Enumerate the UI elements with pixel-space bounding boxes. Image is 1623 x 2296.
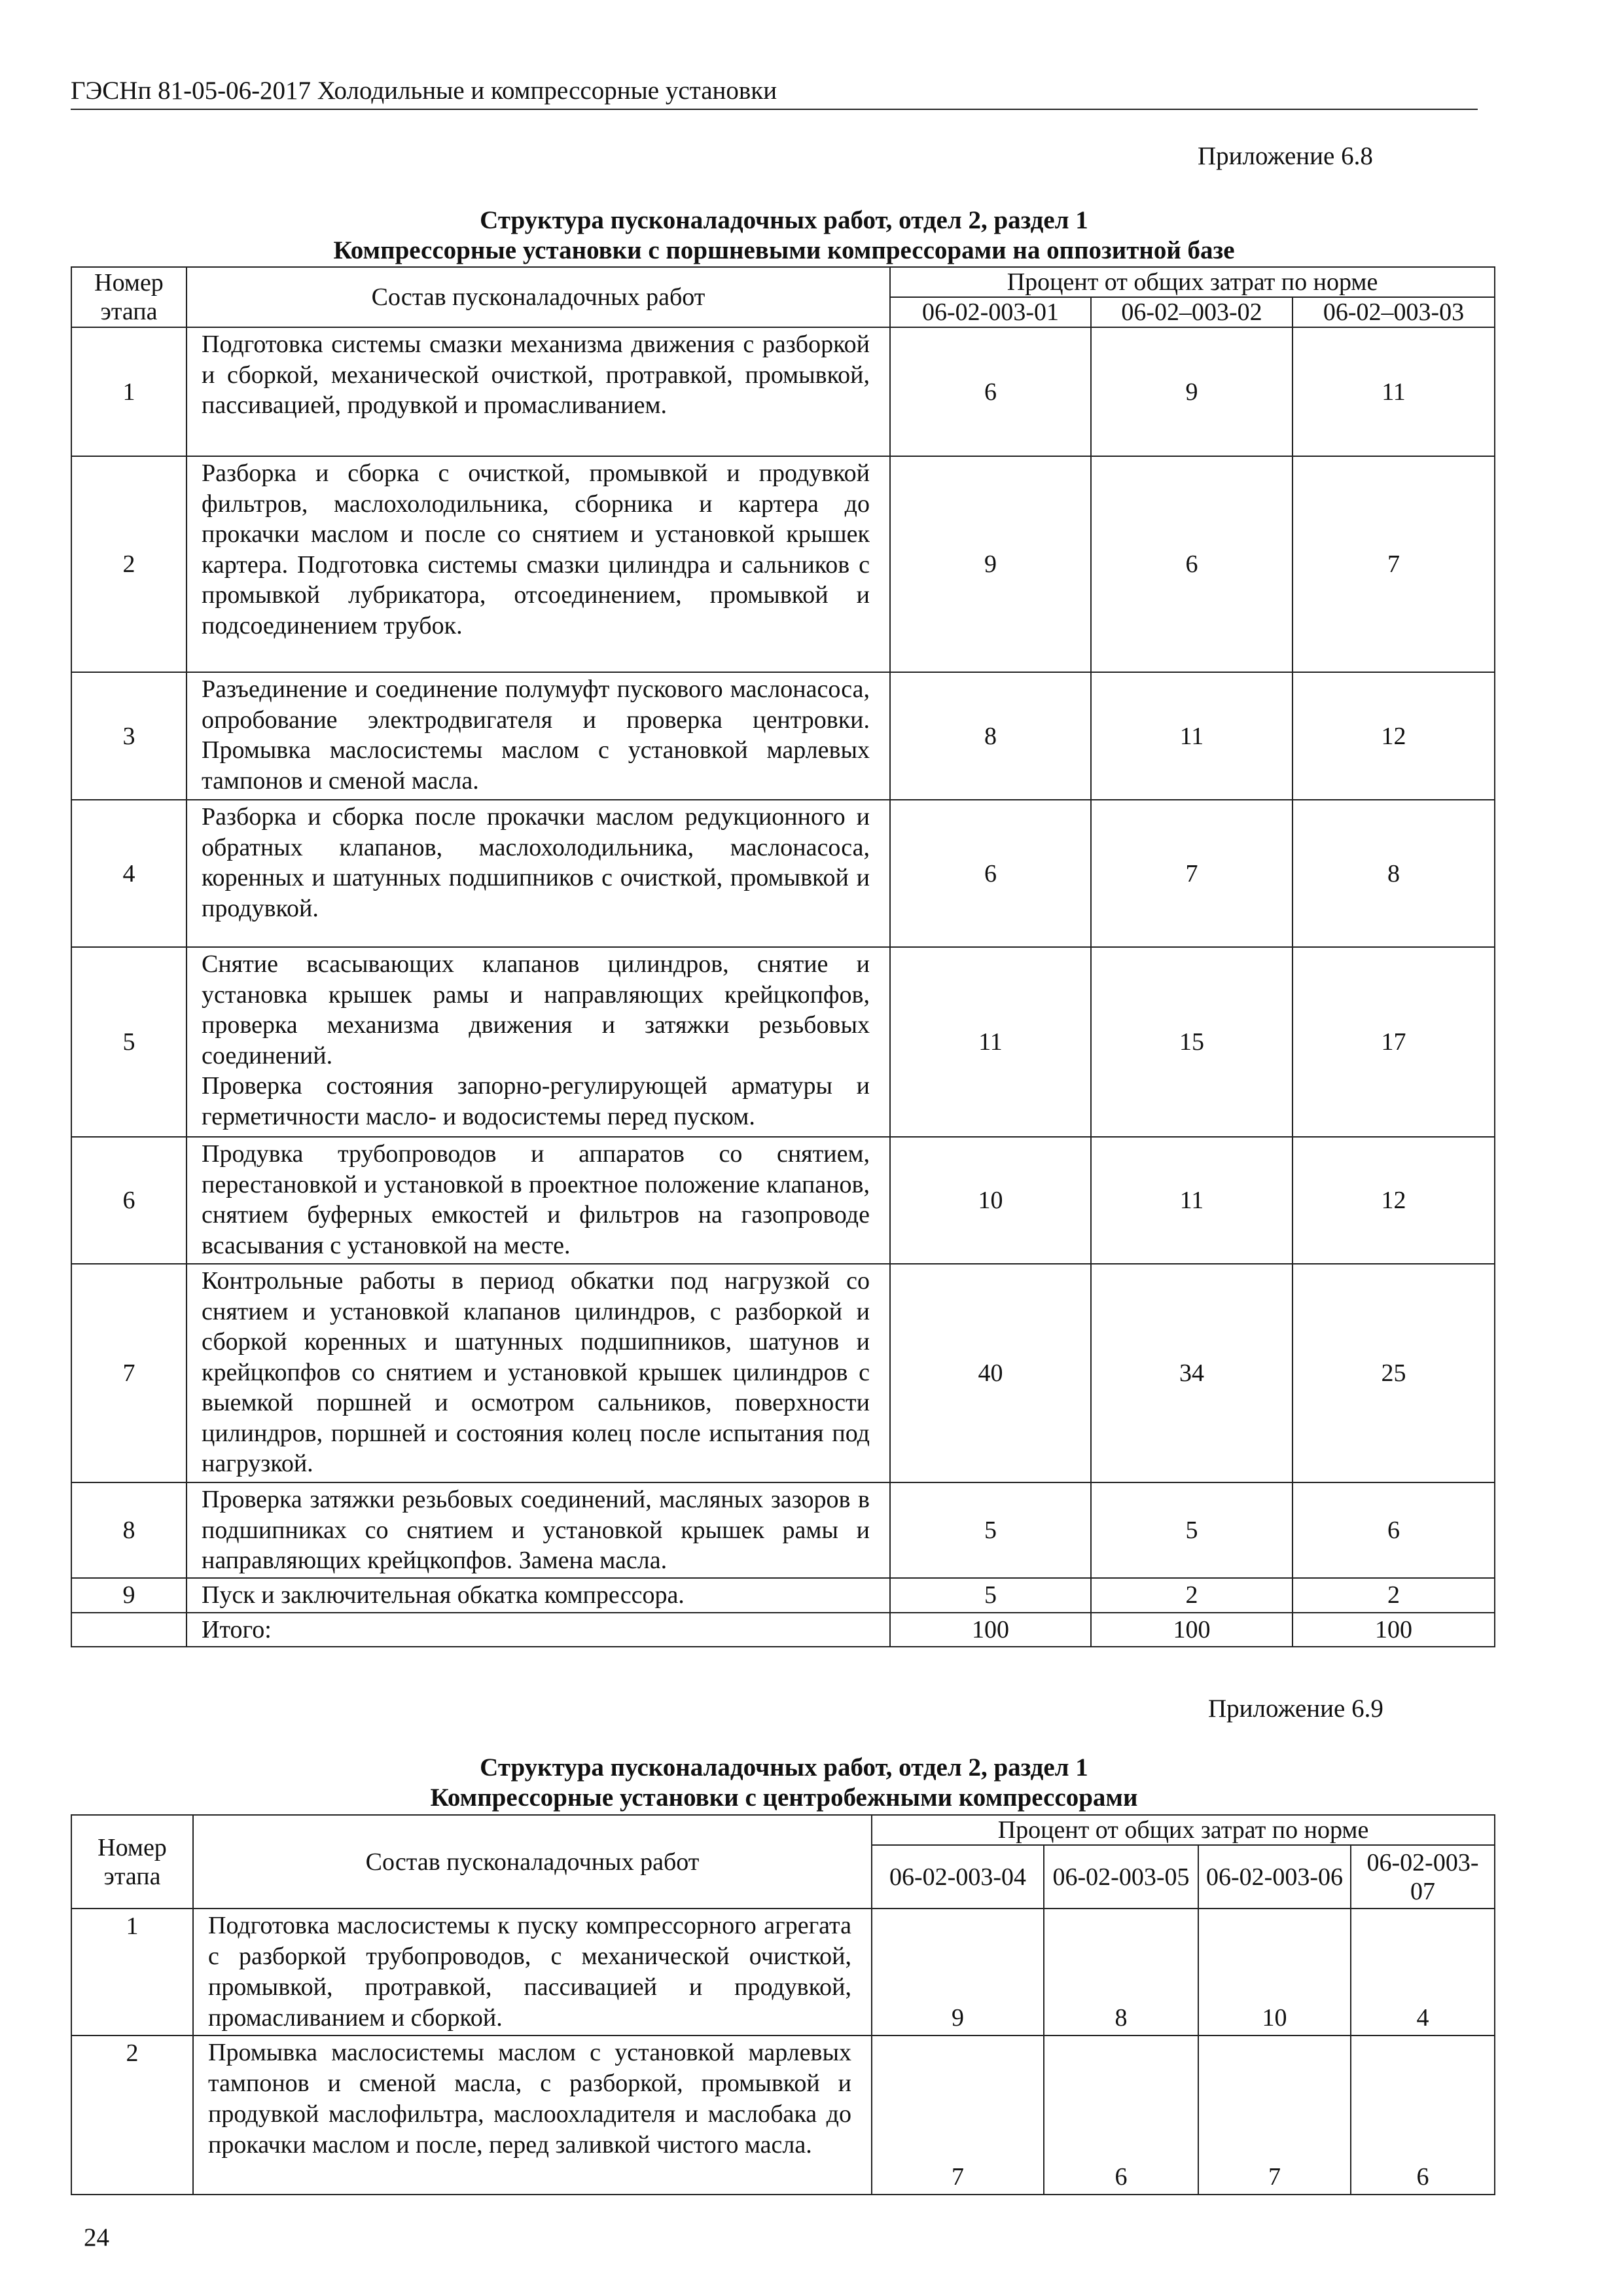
percent-value: 10 xyxy=(1198,1909,1351,2036)
percent-value: 2 xyxy=(1293,1578,1495,1613)
percent-value: 7 xyxy=(1293,456,1495,672)
percent-value: 5 xyxy=(890,1482,1091,1578)
percent-value: 8 xyxy=(890,672,1091,800)
percent-value: 6 xyxy=(1351,2036,1495,2195)
percent-value: 8 xyxy=(1044,1909,1198,2036)
page-number: 24 xyxy=(84,2223,109,2251)
table2-title-line1: Структура пусконаладочных работ, отдел 2, раздел 1 xyxy=(480,1753,1088,1782)
table1-header-percent: Процент от общих затрат по норме xyxy=(890,267,1495,297)
percent-value: 15 xyxy=(1091,947,1293,1137)
stage-number: 6 xyxy=(71,1137,187,1264)
table1-title-line1: Структура пусконаладочных работ, отдел 2, раздел 1 xyxy=(480,206,1088,234)
total-value: 100 xyxy=(1091,1613,1293,1647)
percent-value: 9 xyxy=(1091,327,1293,456)
table1-header-stage: Номер этапа xyxy=(71,267,187,327)
percent-value: 34 xyxy=(1091,1264,1293,1482)
table1-title xyxy=(71,206,1497,266)
stage-description: Подготовка маслосистемы к пуску компрессорного агрегата с разборкой трубопроводов, с механической очисткой, промывкой, протравкой, пассивацией и продувкой, промасливанием и сборкой. xyxy=(193,1909,872,2036)
table2-header-content: Состав пусконаладочных работ xyxy=(193,1815,872,1909)
percent-value: 10 xyxy=(890,1137,1091,1264)
appendix-6-8-label: Приложение 6.8 xyxy=(1198,142,1373,170)
stage-description: Проверка затяжки резьбовых соединений, масляных зазоров в подшипниках со снятием и установкой крышек рамы и направляющих крейцкопфов. Замена масла. xyxy=(187,1482,890,1578)
appendix-6-9-label: Приложение 6.9 xyxy=(1208,1695,1383,1723)
stage-description: Контрольные работы в период обкатки под нагрузкой со снятием и установкой клапанов цилиндров, с разборкой и сборкой коренных и шатунных подшипников, шатунов и крейцкопфов со снятием и установкой крышек цилиндров с выемкой поршней и осмотром сальников, поверхности цилиндров, поршней и состояния колец после испытания под нагрузкой. xyxy=(187,1264,890,1482)
table1-code-1: 06-02-003-01 xyxy=(890,297,1091,327)
percent-value: 17 xyxy=(1293,947,1495,1137)
table-row xyxy=(71,947,1495,1137)
percent-value: 11 xyxy=(1091,672,1293,800)
stage-description: Разборка и сборка с очисткой, промывкой и продувкой фильтров, маслохолодильника, сборника и картера до прокачки маслом и после со снятием и установкой крышек картера. Подготовка системы смазки цилиндра и сальников с промывкой лубрикатора, отсоединением, промывкой и подсоединением трубок. xyxy=(187,456,890,672)
table-row xyxy=(71,456,1495,672)
percent-value: 5 xyxy=(1091,1482,1293,1578)
stage-description: Пуск и заключительная обкатка компрессора. xyxy=(187,1578,890,1613)
table2-code-1: 06-02-003-04 xyxy=(872,1845,1044,1909)
percent-value: 6 xyxy=(890,800,1091,947)
percent-value: 40 xyxy=(890,1264,1091,1482)
table-row-total xyxy=(71,1613,1495,1647)
total-empty-cell xyxy=(71,1613,187,1647)
percent-value: 9 xyxy=(890,456,1091,672)
percent-value: 12 xyxy=(1293,1137,1495,1264)
table-row xyxy=(71,800,1495,947)
stage-number: 7 xyxy=(71,1264,187,1482)
table-row xyxy=(71,1909,1495,2036)
percent-value: 2 xyxy=(1091,1578,1293,1613)
percent-value: 12 xyxy=(1293,672,1495,800)
stage-description: Подготовка системы смазки механизма движения с разборкой и сборкой, механической очисткой, протравкой, промывкой, пассивацией, продувкой и промасливанием. xyxy=(187,327,890,456)
table-row xyxy=(71,1578,1495,1613)
percent-value: 7 xyxy=(872,2036,1044,2195)
table2-header-percent: Процент от общих затрат по норме xyxy=(872,1815,1495,1845)
percent-value: 8 xyxy=(1293,800,1495,947)
header-rule xyxy=(71,109,1478,110)
stage-description: Разъединение и соединение полумуфт пускового маслонасоса, опробование электродвигателя и проверка центровки. Промывка маслосистемы маслом с установкой марлевых тампонов и сменой масла. xyxy=(187,672,890,800)
total-value: 100 xyxy=(1293,1613,1495,1647)
percent-value: 6 xyxy=(890,327,1091,456)
total-label: Итого: xyxy=(187,1613,890,1647)
table2-code-3: 06-02-003-06 xyxy=(1198,1845,1351,1909)
stage-number: 2 xyxy=(71,456,187,672)
running-header: ГЭСНп 81-05-06-2017 Холодильные и компрессорные установки xyxy=(71,77,777,105)
stage-description: Продувка трубопроводов и аппаратов со снятием, перестановкой и установкой в проектное положение клапанов, снятием буферных емкостей и фильтров на газопроводе всасывания с установкой на месте. xyxy=(187,1137,890,1264)
table1-code-3: 06-02–003-03 xyxy=(1293,297,1495,327)
stage-description-part1: Снятие всасывающих клапанов цилиндров, снятие и установка крышек рамы и направляющих крейцкопфов, проверка механизма движения и затяжки резьбовых соединений. xyxy=(202,950,870,1069)
stage-description xyxy=(187,947,890,1137)
table-row xyxy=(71,327,1495,456)
table-row xyxy=(71,1264,1495,1482)
percent-value: 11 xyxy=(1091,1137,1293,1264)
percent-value: 6 xyxy=(1044,2036,1198,2195)
stage-number: 9 xyxy=(71,1578,187,1613)
percent-value: 25 xyxy=(1293,1264,1495,1482)
stage-description: Промывка маслосистемы маслом с установкой марлевых тампонов и сменой масла, с разборкой, промывкой и продувкой маслофильтра, маслоохладителя и маслобака до прокачки маслом и после, перед заливкой чистого масла. xyxy=(193,2036,872,2195)
stage-number: 5 xyxy=(71,947,187,1137)
table2-code-2: 06-02-003-05 xyxy=(1044,1845,1198,1909)
table1-title-line2: Компрессорные установки с поршневыми компрессорами на оппозитной базе xyxy=(333,236,1235,264)
total-value: 100 xyxy=(890,1613,1091,1647)
percent-value: 9 xyxy=(872,1909,1044,2036)
stage-description-part2: Проверка состояния запорно-регулирующей арматуры и герметичности масло- и водосистемы перед пуском. xyxy=(202,1072,870,1130)
percent-value: 5 xyxy=(890,1578,1091,1613)
table2-title-line2: Компрессорные установки с центробежными компрессорами xyxy=(430,1784,1138,1812)
stage-number: 2 xyxy=(71,2036,193,2195)
table1-code-2: 06-02–003-02 xyxy=(1091,297,1293,327)
percent-value: 6 xyxy=(1293,1482,1495,1578)
percent-value: 4 xyxy=(1351,1909,1495,2036)
stage-number: 1 xyxy=(71,1909,193,2036)
percent-value: 11 xyxy=(890,947,1091,1137)
table-row xyxy=(71,1137,1495,1264)
stage-description: Разборка и сборка после прокачки маслом редукционного и обратных клапанов, маслохолодильника, маслонасоса, коренных и шатунных подшипников с очисткой, промывкой и продувкой. xyxy=(187,800,890,947)
table2 xyxy=(71,1814,1495,2195)
stage-number: 1 xyxy=(71,327,187,456)
table-row xyxy=(71,1482,1495,1578)
stage-number: 3 xyxy=(71,672,187,800)
table-row xyxy=(71,672,1495,800)
table2-code-4: 06-02-003-07 xyxy=(1351,1845,1495,1909)
percent-value: 6 xyxy=(1091,456,1293,672)
table2-header-stage: Номер этапа xyxy=(71,1815,193,1909)
table1-header-content: Состав пусконаладочных работ xyxy=(187,267,890,327)
stage-number: 8 xyxy=(71,1482,187,1578)
percent-value: 7 xyxy=(1198,2036,1351,2195)
table-row xyxy=(71,2036,1495,2195)
table2-title xyxy=(71,1753,1497,1813)
percent-value: 7 xyxy=(1091,800,1293,947)
percent-value: 11 xyxy=(1293,327,1495,456)
stage-number: 4 xyxy=(71,800,187,947)
table1 xyxy=(71,266,1495,1647)
